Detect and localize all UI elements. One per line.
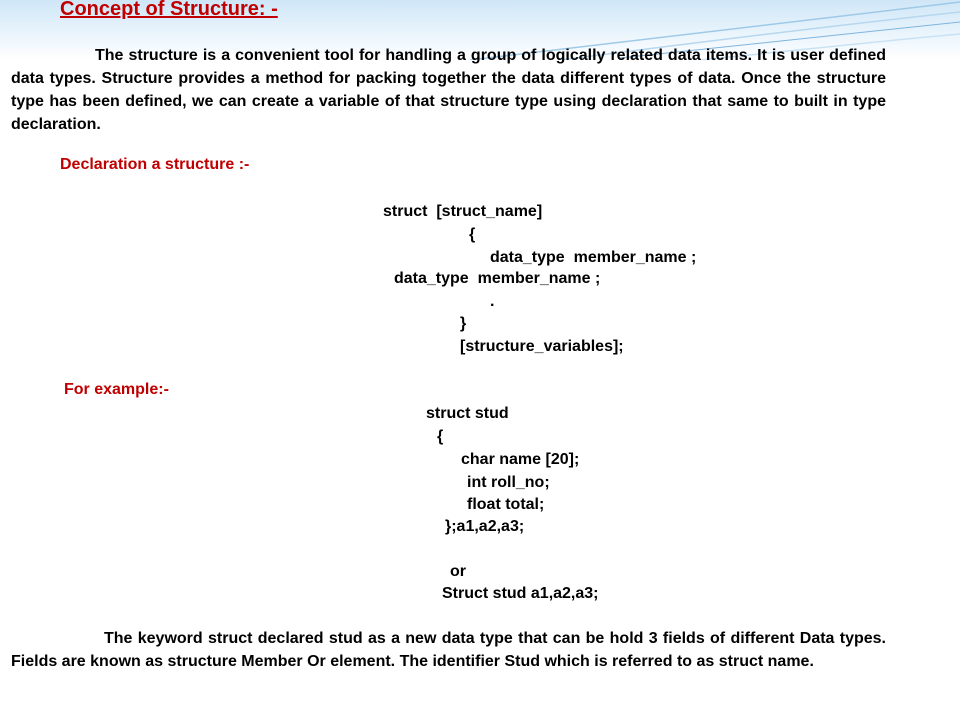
- example-heading: For example:-: [64, 381, 169, 398]
- code-line: [structure_variables];: [460, 338, 624, 355]
- declaration-heading: Declaration a structure :-: [60, 156, 250, 173]
- code-line: data_type member_name ;: [490, 249, 697, 266]
- code-line: {: [469, 226, 476, 243]
- code-line: }: [460, 315, 467, 332]
- closing-paragraph: The keyword struct declared stud as a new data type that can be hold 3 fields of different Data types. Fields are known as structure Member Or element. The identifier Stud which is referred to as struct name.: [11, 630, 886, 670]
- intro-paragraph: The structure is a convenient tool for handling a group of logically related data items. It is user defined data types. Structure provides a method for packing together the data different types of data. Once the structure type has been defined, we can create a variable of that structure type using declaration that same to built in type declaration.: [11, 47, 886, 133]
- code-line: or: [450, 563, 466, 580]
- code-line: data_type member_name ;: [394, 270, 601, 287]
- code-line: char name [20];: [461, 451, 580, 468]
- code-line: };a1,a2,a3;: [445, 518, 525, 535]
- code-line: .: [490, 293, 495, 310]
- code-line: {: [437, 428, 444, 445]
- code-line: struct stud: [426, 405, 509, 422]
- code-line: int roll_no;: [467, 474, 550, 491]
- code-line: Struct stud a1,a2,a3;: [442, 585, 599, 602]
- code-line: float total;: [467, 496, 545, 513]
- code-line: struct [struct_name]: [383, 203, 543, 220]
- slide-title: Concept of Structure: -: [60, 0, 278, 20]
